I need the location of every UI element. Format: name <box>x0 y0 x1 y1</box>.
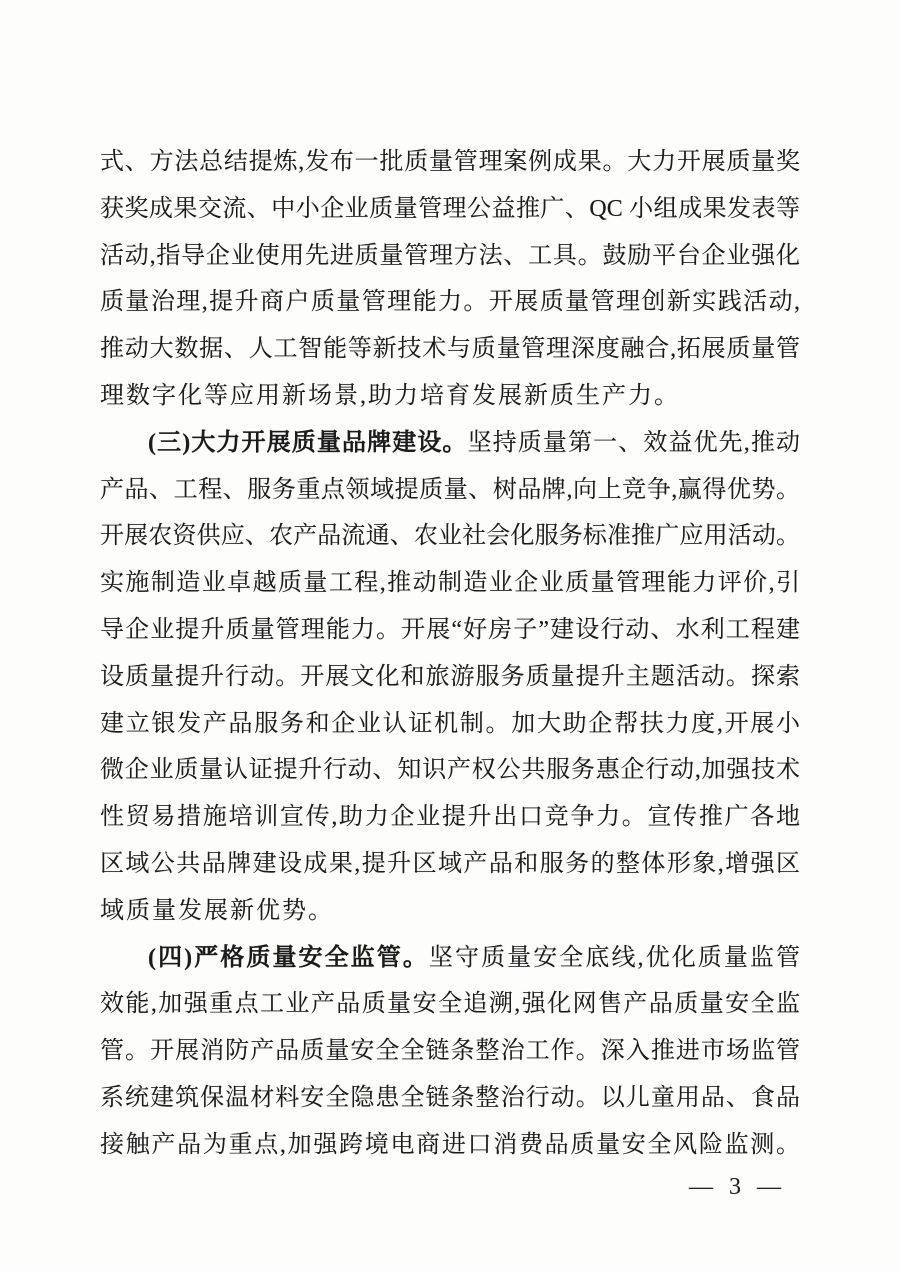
text-line: 系统建筑保温材料安全隐患全链条整治行动。以儿童用品、食品 <box>100 1084 800 1111</box>
text-run: 坚持质量第一、效益优先,推动 <box>467 429 801 456</box>
page-number: — 3 — <box>689 1174 786 1200</box>
section-heading: (三)大力开展质量品牌建设。 <box>148 429 468 456</box>
document-body <box>100 139 800 1169</box>
text-line: 效能,加强重点工业产品质量安全追溯,强化网售产品质量安全监 <box>100 991 800 1018</box>
text-line: 活动,指导企业使用先进质量管理方法、工具。鼓励平台企业强化 <box>100 242 800 269</box>
text-line: 获奖成果交流、中小企业质量管理公益推广、QC 小组成果发表等 <box>100 195 800 222</box>
text-line: 管。开展消防产品质量安全全链条整治工作。深入推进市场监管 <box>100 1038 800 1065</box>
text-line: 建立银发产品服务和企业认证机制。加大助企帮扶力度,开展小 <box>100 710 800 737</box>
section-heading: (四)严格质量安全监管。 <box>148 944 429 971</box>
text-line: 区域公共品牌建设成果,提升区域产品和服务的整体形象,增强区 <box>100 850 800 877</box>
text-line: 域质量发展新优势。 <box>100 897 334 924</box>
text-line: 接触产品为重点,加强跨境电商进口消费品质量安全风险监测。 <box>100 1131 800 1158</box>
text-line: 式、方法总结提炼,发布一批质量管理案例成果。大力开展质量奖 <box>100 149 800 175</box>
text-line: 性贸易措施培训宣传,助力企业提升出口竞争力。宣传推广各地 <box>100 804 800 831</box>
text-line <box>100 935 800 982</box>
paragraph-section-4 <box>100 935 800 1169</box>
text-line: 理数字化等应用新场景,助力培育发展新质生产力。 <box>100 382 680 409</box>
text-line: 质量治理,提升商户质量管理能力。开展质量管理创新实践活动, <box>100 289 800 316</box>
text-line: 设质量提升行动。开展文化和旅游服务质量提升主题活动。探索 <box>100 663 800 690</box>
text-line: 开展农资供应、农产品流通、农业社会化服务标准推广应用活动。 <box>100 523 800 550</box>
paragraph-continuation <box>100 139 800 420</box>
paragraph-section-3 <box>100 420 800 935</box>
text-line <box>100 420 800 467</box>
text-line: 产品、工程、服务重点领域提质量、树品牌,向上竞争,赢得优势。 <box>100 476 800 503</box>
text-line: 实施制造业卓越质量工程,推动制造业企业质量管理能力评价,引 <box>100 570 800 597</box>
text-line: 微企业质量认证提升行动、知识产权公共服务惠企行动,加强技术 <box>100 757 800 784</box>
text-line: 导企业提升质量管理能力。开展“好房子”建设行动、水利工程建 <box>100 616 800 643</box>
text-run: 坚守质量安全底线,优化质量监管 <box>428 944 801 971</box>
text-line: 推动大数据、人工智能等新技术与质量管理深度融合,拓展质量管 <box>100 336 800 363</box>
